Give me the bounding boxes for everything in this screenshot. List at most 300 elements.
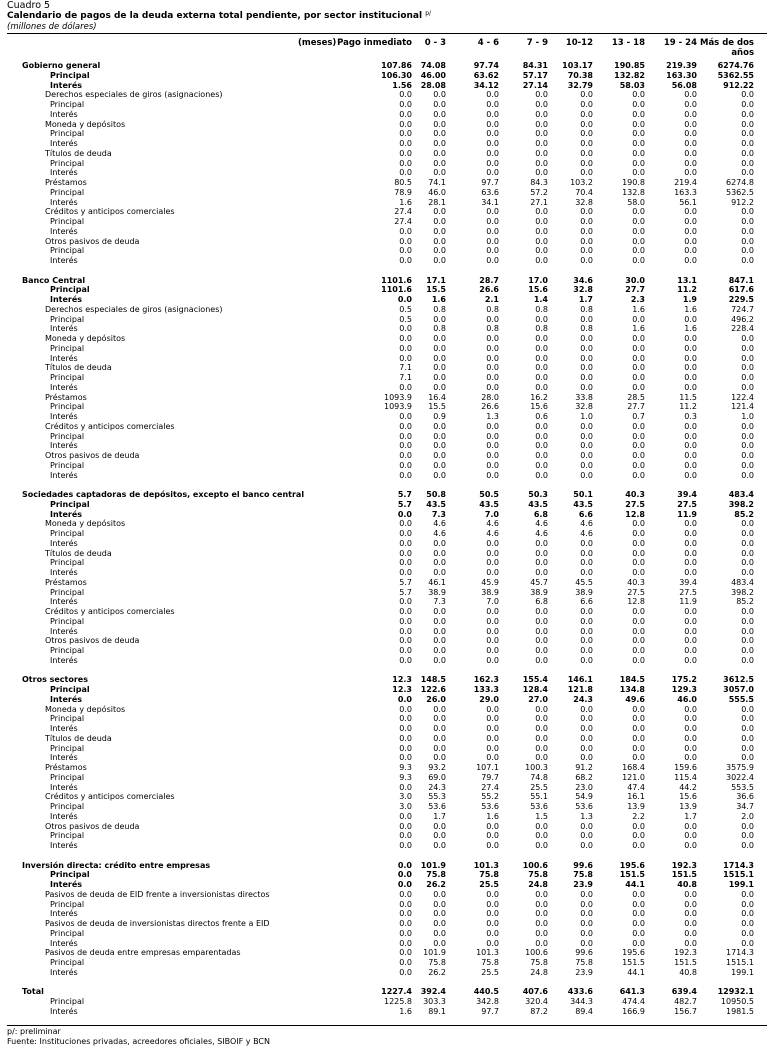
value-cell: 1.7 [684, 811, 697, 821]
value-cell: 0.0 [632, 343, 645, 353]
value-cell: 0.9 [433, 412, 446, 421]
value-cell: 4.6 [486, 529, 499, 538]
value-cell: 0.0 [433, 353, 446, 363]
value-cell: 0.0 [741, 626, 754, 636]
value-cell: 45.7 [530, 577, 548, 587]
value-cell: 89.4 [575, 1006, 593, 1016]
value-cell: 5.7 [399, 577, 412, 587]
value-cell: 0.0 [399, 421, 412, 431]
value-cell: 0.0 [580, 616, 593, 626]
value-cell: 1.6 [684, 304, 697, 314]
value-cell: 0.0 [399, 158, 412, 168]
value-cell: 1093.9 [384, 392, 412, 402]
value-cell: 1.6 [399, 1006, 412, 1016]
component-row [0, 656, 776, 666]
value-cell: 1.0 [580, 412, 593, 421]
value-cell: 75.8 [428, 958, 446, 967]
value-cell: 0.0 [399, 704, 412, 714]
value-cell: 0.0 [632, 607, 645, 616]
value-cell: 0.0 [580, 119, 593, 129]
value-cell: 0.0 [580, 314, 593, 324]
value-cell: 0.0 [580, 431, 593, 441]
value-cell: 0.0 [399, 100, 412, 109]
row-label: Créditos y anticipos comerciales [45, 207, 175, 217]
row-label: Derechos especiales de giros (asignaciones) [45, 90, 223, 100]
row-label: Pasivos de deuda entre empresas emparentadas [45, 948, 241, 958]
component-row [0, 724, 776, 734]
value-cell: 0.0 [486, 743, 499, 753]
value-cell: 132.8 [622, 187, 645, 197]
value-cell: 617.6 [728, 285, 754, 295]
value-cell: 46.0 [677, 694, 697, 704]
value-cell: 0.0 [741, 451, 754, 460]
value-cell: 0.0 [535, 217, 548, 226]
row-label: Principal [50, 958, 85, 967]
component-row [0, 295, 776, 305]
value-cell: 0.0 [399, 724, 412, 733]
row-label: Interés [50, 412, 78, 421]
value-cell: 0.0 [535, 831, 548, 841]
component-row [0, 744, 776, 754]
value-cell: 0.0 [486, 607, 499, 616]
value-cell: 0.0 [535, 431, 548, 441]
value-cell: 0.0 [741, 831, 754, 841]
component-row [0, 100, 776, 110]
value-cell: 23.9 [575, 967, 593, 977]
row-label: Interés [50, 324, 78, 334]
col-header-3: 7 - 9 [526, 38, 548, 48]
value-cell: 0.0 [535, 119, 548, 129]
row-label: Créditos y anticipos comerciales [45, 792, 175, 802]
value-cell: 0.0 [535, 129, 548, 139]
value-cell: 134.8 [619, 685, 645, 694]
row-label: Principal [50, 743, 85, 753]
value-cell: 162.3 [473, 675, 499, 685]
value-cell: 0.0 [632, 363, 645, 373]
value-cell: 0.0 [433, 938, 446, 948]
value-cell: 56.08 [671, 80, 697, 90]
value-cell: 5362.55 [717, 70, 754, 80]
value-cell: 184.5 [619, 675, 645, 685]
row-label: Principal [50, 187, 85, 197]
value-cell: 33.8 [575, 392, 593, 402]
value-cell: 0.0 [486, 373, 499, 382]
value-cell: 148.5 [420, 675, 446, 685]
value-cell: 100.3 [525, 763, 548, 772]
component-row [0, 373, 776, 383]
value-cell: 0.0 [632, 704, 645, 714]
value-cell: 70.38 [567, 70, 593, 80]
value-cell: 1515.1 [726, 958, 754, 967]
value-cell: 0.0 [580, 334, 593, 343]
row-label: Principal [50, 616, 85, 626]
value-cell: 0.0 [397, 860, 412, 870]
row-label: Principal [50, 558, 85, 568]
value-cell: 43.5 [528, 499, 548, 509]
instrument-row [0, 334, 776, 344]
row-label: Interés [50, 753, 78, 763]
row-label: Interés [50, 226, 78, 236]
component-row [0, 714, 776, 724]
row-label: Interés [50, 626, 78, 636]
value-cell: 0.0 [433, 119, 446, 129]
instrument-row [0, 919, 776, 929]
value-cell: 0.0 [580, 373, 593, 382]
value-cell: 26.6 [481, 402, 499, 412]
value-cell: 2.2 [632, 811, 645, 821]
value-cell: 159.6 [674, 763, 697, 772]
value-cell: 0.0 [433, 646, 446, 655]
value-cell: 0.0 [632, 519, 645, 529]
value-cell: 0.0 [486, 909, 499, 919]
value-cell: 151.5 [671, 870, 697, 880]
value-cell: 0.0 [433, 451, 446, 460]
value-cell: 1.9 [682, 295, 697, 304]
value-cell: 132.82 [614, 70, 645, 80]
component-row [0, 802, 776, 812]
row-label: Principal [50, 802, 85, 811]
value-cell: 53.6 [428, 802, 446, 811]
value-cell: 24.3 [428, 782, 446, 792]
component-row [0, 81, 776, 91]
value-cell: 1.7 [433, 811, 446, 821]
value-cell: 0.0 [433, 724, 446, 733]
value-cell: 27.5 [679, 587, 697, 597]
value-cell: 4.6 [580, 519, 593, 529]
value-cell: 101.3 [473, 860, 499, 870]
value-cell: 0.0 [535, 226, 548, 236]
col-header-6: 19 - 24 [663, 38, 697, 48]
row-label: Interés [50, 80, 83, 90]
value-cell: 483.4 [728, 490, 754, 499]
row-label: Otros sectores [22, 675, 88, 685]
component-row [0, 968, 776, 978]
section-spacer [0, 266, 776, 276]
value-cell: 0.0 [632, 733, 645, 743]
component-row [0, 929, 776, 939]
value-cell: 496.2 [731, 314, 754, 324]
value-cell: 47.4 [627, 782, 645, 792]
value-cell: 0.0 [399, 451, 412, 460]
value-cell: 1.7 [578, 295, 593, 304]
value-cell: 0.0 [486, 919, 499, 928]
value-cell: 0.0 [397, 870, 412, 880]
value-cell: 0.0 [486, 636, 499, 646]
row-label: Préstamos [45, 763, 87, 772]
value-cell: 0.0 [684, 226, 697, 236]
value-cell: 12.3 [392, 675, 412, 685]
value-cell: 0.0 [580, 236, 593, 246]
value-cell: 0.0 [399, 226, 412, 236]
value-cell: 156.7 [674, 1006, 697, 1016]
value-cell: 1.3 [580, 811, 593, 821]
value-cell: 6.6 [580, 597, 593, 607]
value-cell: 0.0 [535, 821, 548, 831]
value-cell: 0.0 [535, 373, 548, 382]
value-cell: 9.3 [399, 772, 412, 782]
value-cell: 3612.5 [723, 675, 754, 685]
value-cell: 0.0 [741, 431, 754, 441]
value-cell: 0.0 [433, 441, 446, 451]
value-cell: 0.0 [399, 343, 412, 353]
value-cell: 392.4 [420, 987, 446, 997]
component-row [0, 812, 776, 822]
value-cell: 0.0 [535, 109, 548, 119]
row-label: Principal [50, 646, 85, 655]
instrument-row [0, 822, 776, 832]
value-cell: 24.3 [573, 694, 593, 704]
value-cell: 0.0 [684, 733, 697, 743]
value-cell: 0.0 [397, 509, 412, 519]
value-cell: 0.0 [580, 938, 593, 948]
value-cell: 100.6 [522, 860, 548, 870]
value-cell: 0.0 [580, 889, 593, 899]
value-cell: 0.0 [535, 928, 548, 938]
value-cell: 0.0 [535, 607, 548, 616]
value-cell: 0.0 [684, 655, 697, 665]
value-cell: 0.0 [684, 158, 697, 168]
value-cell: 26.2 [428, 967, 446, 977]
value-cell: 0.0 [684, 119, 697, 129]
value-cell: 0.0 [741, 217, 754, 226]
value-cell: 0.0 [486, 90, 499, 100]
component-row [0, 168, 776, 178]
value-cell: 0.0 [632, 217, 645, 226]
row-label: Pasivos de deuda de EID frente a inversionistas directos [45, 889, 270, 899]
instrument-row [0, 734, 776, 744]
section-spacer [0, 666, 776, 676]
instrument-row [0, 792, 776, 802]
row-label: Interés [50, 382, 78, 392]
value-cell: 58.0 [627, 197, 645, 207]
value-cell: 0.0 [632, 236, 645, 246]
value-cell: 0.0 [580, 743, 593, 753]
value-cell: 0.0 [632, 646, 645, 655]
row-label: Interés [50, 538, 78, 548]
row-label: Principal [50, 899, 85, 909]
value-cell: 0.0 [580, 148, 593, 158]
value-cell: 80.5 [394, 178, 412, 187]
value-cell: 0.0 [741, 353, 754, 363]
value-cell: 7.0 [486, 597, 499, 607]
row-label: Principal [50, 499, 90, 509]
value-cell: 0.0 [433, 568, 446, 577]
row-label: Interés [50, 694, 83, 704]
value-cell: 15.6 [528, 285, 548, 295]
value-cell: 0.0 [580, 538, 593, 548]
component-row [0, 344, 776, 354]
row-label: Pasivos de deuda de inversionistas directos frente a EID [45, 919, 270, 928]
value-cell: 0.0 [684, 373, 697, 382]
value-cell: 0.0 [632, 90, 645, 100]
value-cell: 0.0 [741, 129, 754, 139]
value-cell: 0.0 [433, 236, 446, 246]
value-cell: 12.8 [625, 509, 645, 519]
value-cell: 0.0 [433, 704, 446, 714]
row-label: Principal [50, 402, 85, 412]
value-cell: 0.0 [684, 928, 697, 938]
value-cell: 0.0 [486, 421, 499, 431]
value-cell: 0.0 [580, 451, 593, 460]
value-cell: 219.4 [674, 178, 697, 187]
value-cell: 0.0 [399, 129, 412, 139]
value-cell: 0.0 [399, 148, 412, 158]
value-cell: 38.9 [481, 587, 499, 597]
section-row [0, 861, 776, 871]
section-row [0, 675, 776, 685]
value-cell: 0.0 [433, 607, 446, 616]
value-cell: 0.0 [580, 217, 593, 226]
instrument-row [0, 393, 776, 403]
value-cell: 0.0 [741, 743, 754, 753]
value-cell: 0.0 [433, 909, 446, 919]
instrument-row [0, 451, 776, 461]
value-cell: 0.0 [684, 314, 697, 324]
value-cell: 0.0 [399, 821, 412, 831]
value-cell: 128.4 [522, 685, 548, 694]
value-cell: 0.0 [684, 538, 697, 548]
component-row [0, 432, 776, 442]
value-cell: 0.0 [433, 899, 446, 909]
component-row [0, 383, 776, 393]
row-label: Créditos y anticipos comerciales [45, 607, 175, 616]
value-cell: 122.6 [420, 685, 446, 694]
value-cell: 40.3 [625, 490, 645, 499]
value-cell: 0.0 [535, 889, 548, 899]
row-label: Otros pasivos de deuda [45, 451, 140, 460]
units-caption: (millones de dólares) [7, 22, 97, 32]
value-cell: 0.0 [684, 256, 697, 265]
value-cell: 26.2 [426, 880, 446, 889]
value-cell: 0.0 [399, 548, 412, 558]
component-row [0, 139, 776, 149]
value-cell: 1.6 [431, 295, 446, 304]
value-cell: 1.3 [486, 412, 499, 421]
value-cell: 199.1 [731, 967, 754, 977]
value-cell: 115.4 [674, 772, 697, 782]
value-cell: 1227.4 [381, 987, 412, 997]
value-cell: 0.0 [684, 460, 697, 470]
component-row [0, 324, 776, 334]
row-label: Interés [50, 353, 78, 363]
value-cell: 85.2 [734, 509, 754, 519]
value-cell: 17.0 [528, 275, 548, 285]
value-cell: 0.0 [741, 343, 754, 353]
value-cell: 106.30 [381, 70, 412, 80]
value-cell: 38.9 [575, 587, 593, 597]
value-cell: 0.0 [397, 694, 412, 704]
instrument-row [0, 705, 776, 715]
value-cell: 0.0 [535, 568, 548, 577]
row-label: Principal [50, 772, 85, 782]
instrument-row [0, 149, 776, 159]
value-cell: 28.08 [420, 80, 446, 90]
row-label: Interés [50, 967, 78, 977]
value-cell: 0.0 [535, 938, 548, 948]
value-cell: 0.0 [580, 139, 593, 148]
value-cell: 101.3 [476, 948, 499, 958]
value-cell: 0.0 [486, 441, 499, 451]
value-cell: 3057.0 [723, 685, 754, 694]
value-cell: 0.0 [580, 655, 593, 665]
value-cell: 0.0 [399, 646, 412, 655]
value-cell: 0.0 [632, 655, 645, 665]
instrument-row [0, 422, 776, 432]
value-cell: 0.0 [486, 236, 499, 246]
value-cell: 43.5 [426, 499, 446, 509]
section-row [0, 61, 776, 71]
value-cell: 0.0 [535, 148, 548, 158]
value-cell: 0.0 [535, 90, 548, 100]
value-cell: 0.0 [684, 168, 697, 178]
row-label: Títulos de deuda [45, 363, 112, 373]
value-cell: 15.5 [426, 285, 446, 295]
value-cell: 12932.1 [717, 987, 754, 997]
value-cell: 0.0 [399, 412, 412, 421]
value-cell: 0.0 [399, 811, 412, 821]
value-cell: 87.2 [530, 1006, 548, 1016]
value-cell: 0.0 [535, 139, 548, 148]
value-cell: 0.0 [433, 382, 446, 392]
value-cell: 0.6 [535, 412, 548, 421]
column-header [0, 37, 776, 59]
value-cell: 0.0 [486, 928, 499, 938]
value-cell: 0.0 [684, 909, 697, 919]
value-cell: 0.0 [433, 373, 446, 382]
component-row [0, 685, 776, 695]
value-cell: 0.0 [580, 548, 593, 558]
value-cell: 0.0 [486, 704, 499, 714]
value-cell: 320.4 [525, 997, 548, 1006]
row-label: Moneda y depósitos [45, 334, 126, 343]
value-cell: 50.1 [573, 490, 593, 499]
value-cell: 97.7 [481, 1006, 499, 1016]
value-cell: 0.0 [433, 207, 446, 217]
value-cell: 0.0 [741, 460, 754, 470]
value-cell: 0.0 [580, 168, 593, 178]
value-cell: 0.0 [632, 158, 645, 168]
section-spacer [0, 851, 776, 861]
value-cell: 0.0 [684, 421, 697, 431]
value-cell: 27.7 [625, 285, 645, 295]
value-cell: 0.0 [486, 460, 499, 470]
row-label: Moneda y depósitos [45, 519, 126, 529]
row-label: Principal [50, 928, 85, 938]
value-cell: 0.0 [684, 899, 697, 909]
value-cell: 0.0 [535, 168, 548, 178]
value-cell: 3022.4 [726, 772, 754, 782]
value-cell: 0.0 [399, 568, 412, 577]
value-cell: 0.0 [580, 246, 593, 256]
value-cell: 0.0 [486, 548, 499, 558]
value-cell: 10950.5 [720, 997, 754, 1006]
component-row [0, 841, 776, 851]
value-cell: 0.0 [684, 441, 697, 451]
instrument-row [0, 305, 776, 315]
value-cell: 0.0 [535, 256, 548, 265]
value-cell: 5.7 [397, 490, 412, 499]
value-cell: 0.0 [632, 353, 645, 363]
value-cell: 0.0 [399, 90, 412, 100]
value-cell: 344.3 [570, 997, 593, 1006]
value-cell: 155.4 [522, 675, 548, 685]
value-cell: 0.0 [741, 373, 754, 382]
row-label: Interés [50, 441, 78, 451]
row-label: Sociedades captadoras de depósitos, excepto el banco central [22, 490, 305, 499]
value-cell: 0.0 [399, 236, 412, 246]
value-cell: 97.7 [481, 178, 499, 187]
value-cell: 0.0 [433, 246, 446, 256]
